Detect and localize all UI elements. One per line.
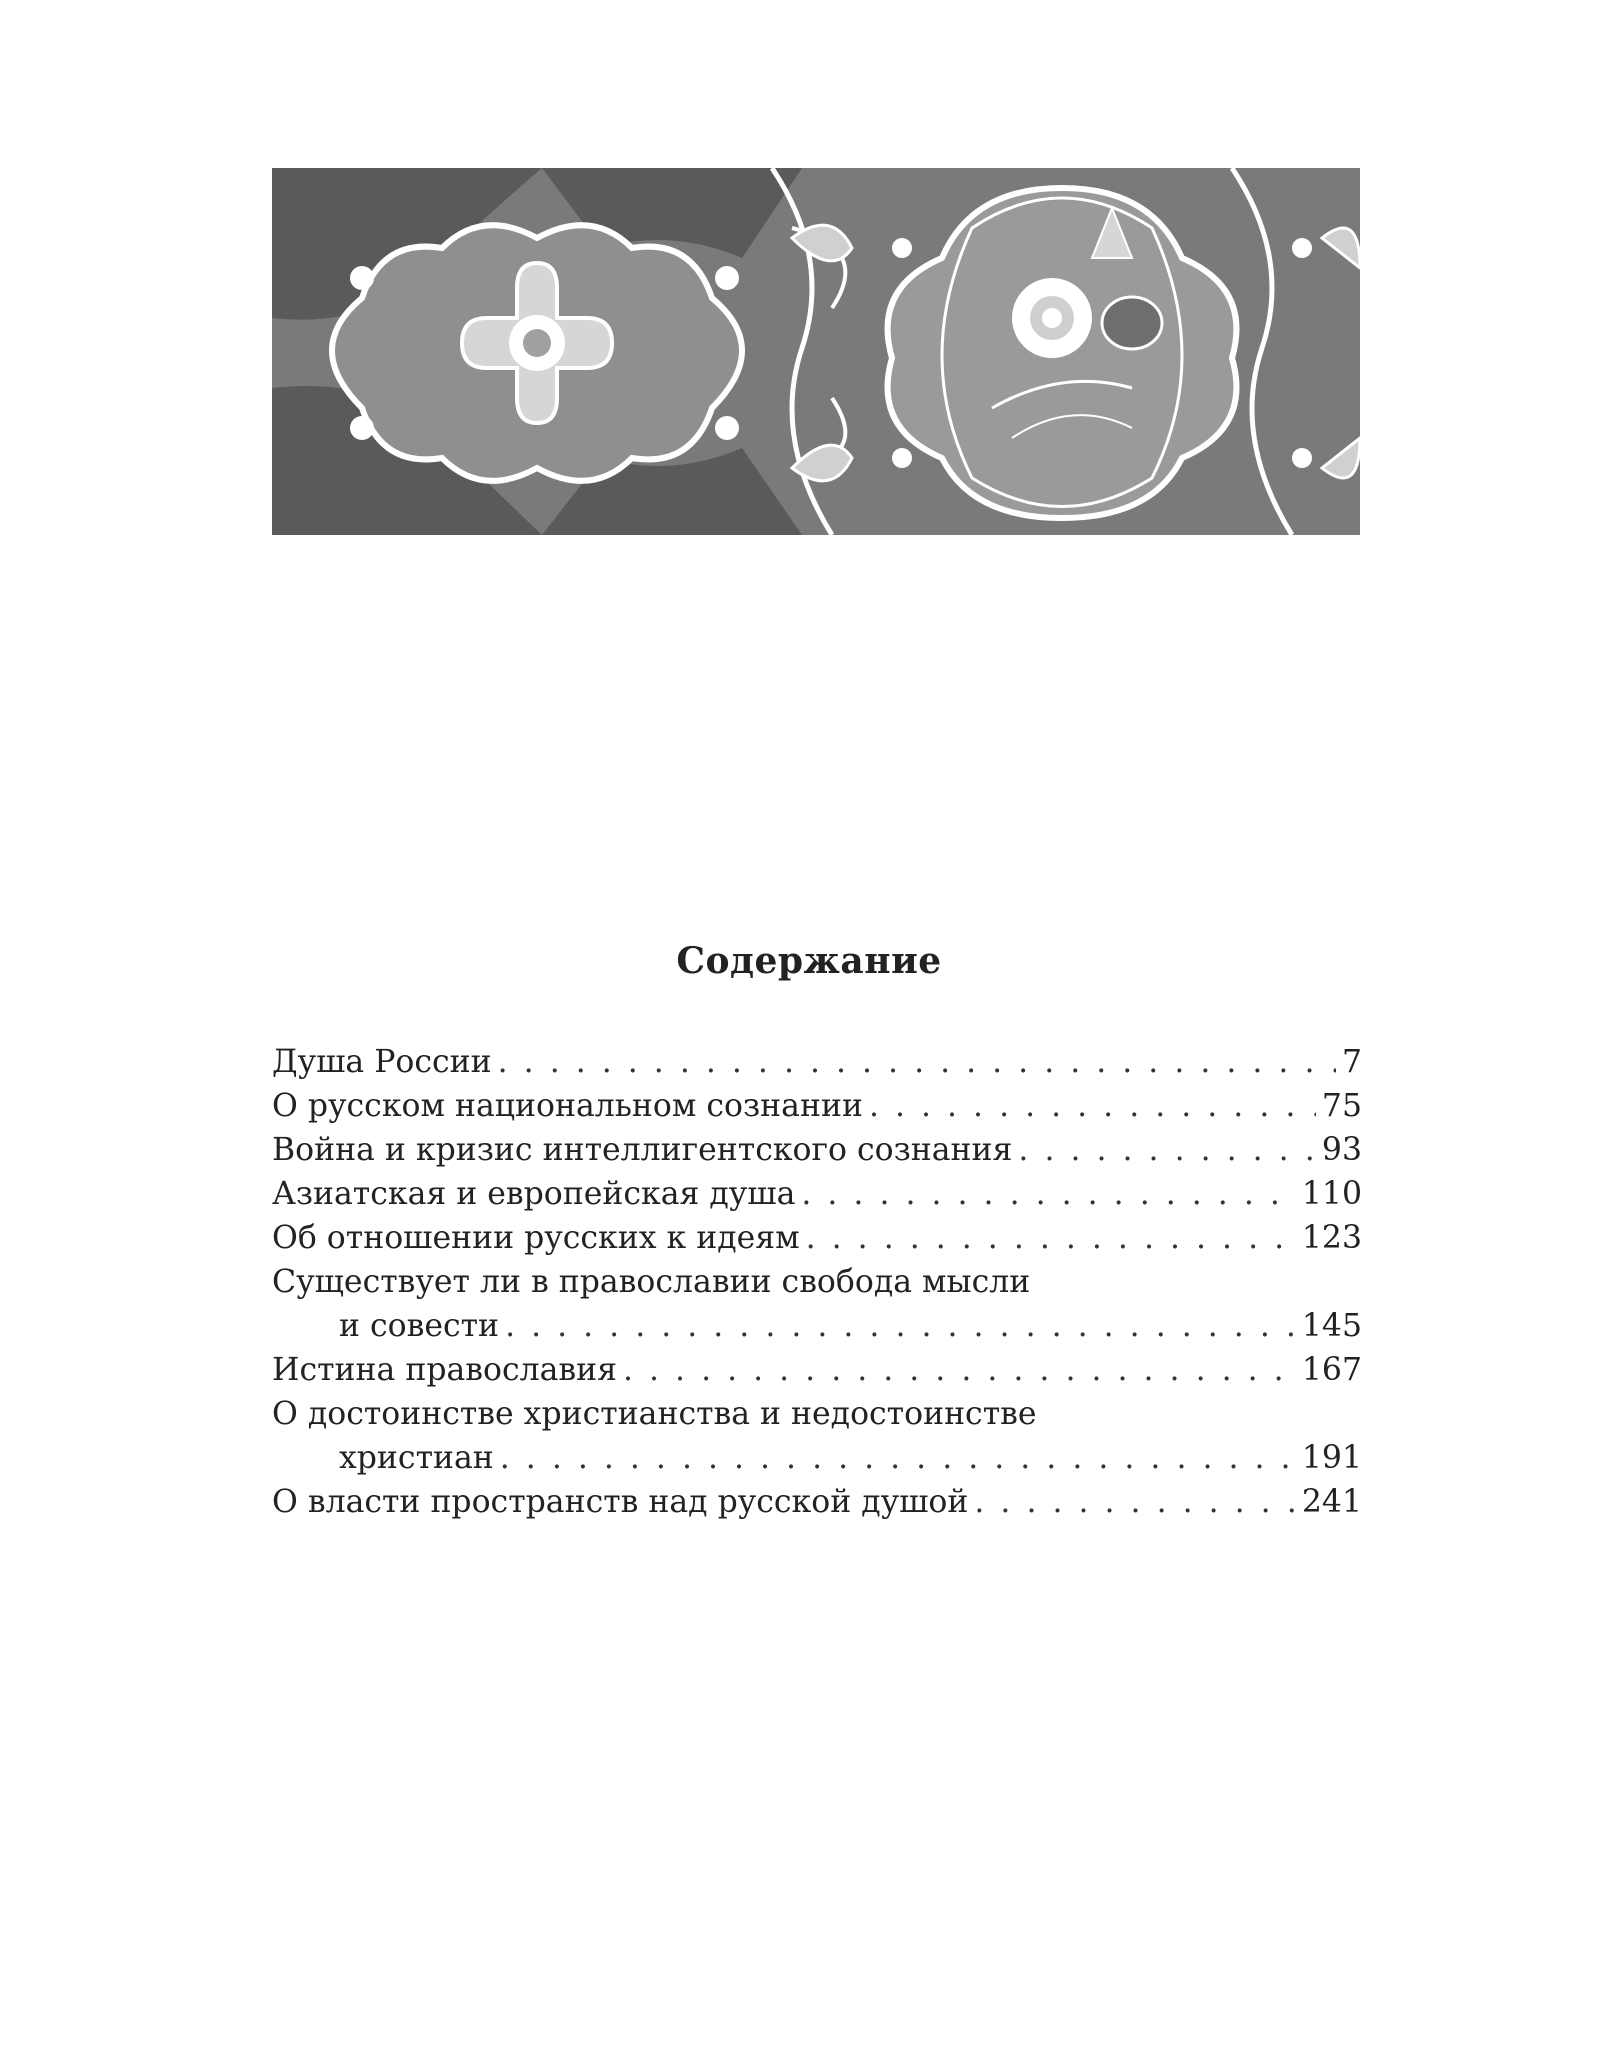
toc-page-number: 191: [1301, 1440, 1362, 1476]
toc-entry-title: О власти пространств над русской душой: [272, 1484, 969, 1520]
toc-entry-line: [272, 1260, 1362, 1304]
toc-entry[interactable]: [272, 1040, 1362, 1084]
toc-page-number: 75: [1321, 1088, 1362, 1124]
toc-page-number: 93: [1321, 1132, 1362, 1168]
toc-entry-title: Азиатская и европейская душа: [272, 1176, 796, 1212]
toc-entry-line: [272, 1040, 1362, 1084]
toc-page-number: 145: [1301, 1308, 1362, 1344]
toc-page-number: 7: [1341, 1044, 1362, 1080]
toc-entry[interactable]: [272, 1260, 1362, 1348]
ornamental-banner-image: [272, 168, 1360, 535]
dot-leader: [806, 1216, 1296, 1260]
toc-entry[interactable]: [272, 1348, 1362, 1392]
toc-entry-line: [272, 1348, 1362, 1392]
table-of-contents: [272, 1040, 1362, 1524]
toc-entry-title: О русском национальном сознании: [272, 1088, 863, 1124]
toc-entry-title-continued: христиан: [339, 1440, 494, 1476]
toc-entry[interactable]: [272, 1480, 1362, 1524]
toc-page-number: 241: [1301, 1484, 1362, 1520]
toc-entry-title: Душа России: [272, 1044, 492, 1080]
ornament-graphic: [272, 168, 1360, 535]
toc-entry-title: О достоинстве христианства и недостоинстве: [272, 1396, 1037, 1432]
toc-entry-line: [272, 1216, 1362, 1260]
toc-page-number: 167: [1301, 1352, 1362, 1388]
toc-entry[interactable]: [272, 1392, 1362, 1480]
toc-entry-title-continued: и совести: [339, 1308, 500, 1344]
toc-entry-title: Об отношении русских к идеям: [272, 1220, 800, 1256]
dot-leader: [869, 1084, 1316, 1128]
toc-entry-line: [272, 1392, 1362, 1436]
toc-entry-title: Истина православия: [272, 1352, 617, 1388]
dot-leader: [974, 1480, 1295, 1524]
toc-entry-line: [272, 1128, 1362, 1172]
dot-leader: [498, 1040, 1336, 1084]
toc-entry-title: Существует ли в православии свобода мысли: [272, 1264, 1031, 1300]
toc-entry-line: [272, 1084, 1362, 1128]
toc-page-number: 123: [1301, 1220, 1362, 1256]
toc-entry-line-continued: [272, 1436, 1362, 1480]
toc-entry[interactable]: [272, 1084, 1362, 1128]
toc-entry-line: [272, 1172, 1362, 1216]
toc-page-number: 110: [1301, 1176, 1362, 1212]
toc-entry-line: [272, 1480, 1362, 1524]
dot-leader: [801, 1172, 1296, 1216]
dot-leader: [1018, 1128, 1315, 1172]
toc-entry[interactable]: [272, 1172, 1362, 1216]
dot-leader: [623, 1348, 1296, 1392]
toc-entry[interactable]: [272, 1128, 1362, 1172]
toc-entry[interactable]: [272, 1216, 1362, 1260]
toc-entry-title: Война и кризис интеллигентского сознания: [272, 1132, 1013, 1168]
dot-leader: [505, 1304, 1296, 1348]
toc-heading: Содержание: [676, 940, 942, 982]
toc-entry-line-continued: [272, 1304, 1362, 1348]
dot-leader: [500, 1436, 1296, 1480]
